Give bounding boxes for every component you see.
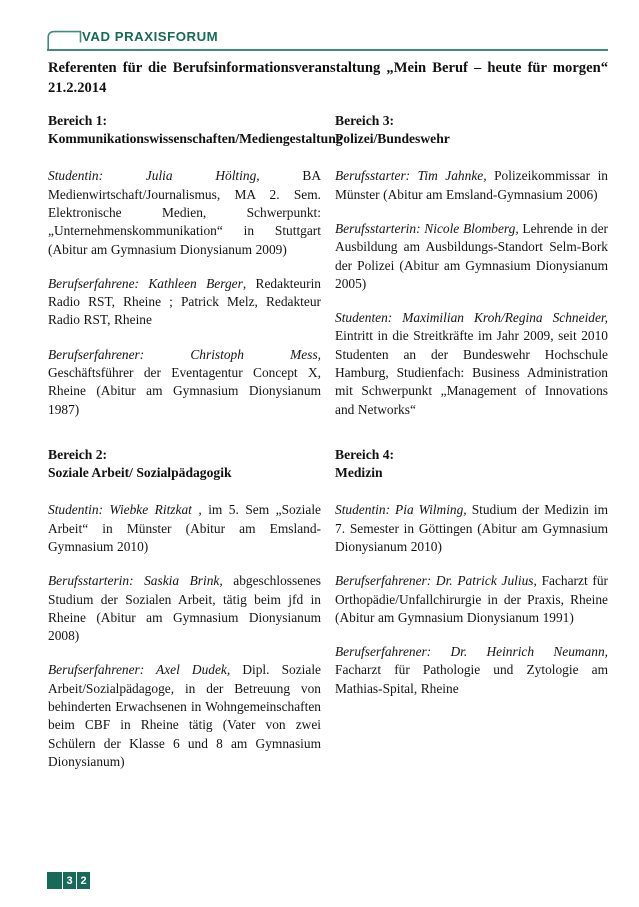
entry-role: Studentin: Wiebke Ritzkat , xyxy=(48,502,202,518)
entry-paragraph xyxy=(335,167,608,204)
page-number-block xyxy=(47,872,90,889)
section-heading-line-1: Bereich 3: xyxy=(335,113,395,128)
entry-role: Studentin: Pia Wilming, xyxy=(335,502,467,518)
section-heading-bereich-1 xyxy=(48,112,343,148)
entry-paragraph xyxy=(335,309,608,419)
entry-paragraph xyxy=(335,501,608,556)
entry-role: Berufserfahrener: Christoph Mess, xyxy=(48,346,321,362)
entry-role: Studentin: Julia Hölting, xyxy=(48,168,260,184)
entry-detail: Facharzt für Pathologie und Zytologie am Mathias-Spital, Rheine xyxy=(335,662,608,696)
entry-paragraph xyxy=(48,275,321,330)
entry-detail: Polizeikommissar in Münster (Abitur am Emsland-Gymnasium 2006) xyxy=(335,168,608,202)
entry-detail: BA Medienwirtschaft/Journalismus, MA 2. Sem. Elektronische Medien, Schwerpunkt: „Unternehmenskommunikation“ in Stuttgart (Abitur am Gymnasium Dionysianum 2009) xyxy=(48,168,321,257)
entry-paragraph xyxy=(48,167,321,258)
entry-role: Berufserfahrener: Axel Dudek, xyxy=(48,662,231,678)
entry-detail: Geschäftsführer der Eventagentur Concept X, Rheine (Abitur am Gymnasium Dionysianum 1987) xyxy=(48,365,321,417)
page-number-digit-1: 3 xyxy=(62,872,76,889)
section-heading-line-2: Polizei/Bundeswehr xyxy=(335,131,450,147)
entry-detail: Studium der Medizin im 7. Semester in Göttingen (Abitur am Gymnasium Dionysianum 2010) xyxy=(335,502,608,554)
section-heading-bereich-2 xyxy=(48,446,321,482)
entry-paragraph xyxy=(335,220,608,293)
entry-detail: Lehrende in der Ausbildung am Ausbildungs-Standort Selm-Bork der Polizei (Abitur am Gymnasium Dionysianum 2005) xyxy=(335,221,608,291)
column-right xyxy=(335,112,608,698)
entry-role: Berufserfahrener: Dr. Patrick Julius xyxy=(335,573,534,589)
section-heading-line-1: Bereich 2: xyxy=(48,446,108,462)
entry-detail: Eintritt in die Streitkräfte im Jahr 2009, seit 2010 Studenten an der Bundeswehr Hochschule Hamburg, Studienfach: Business Administration mit Schwerpunkt „Management of Innovations and Networks“ xyxy=(335,328,608,417)
entry-detail: abgeschlossenes Studium der Sozialen Arbeit, tätig beim jfd in Rheine (Abitur am Gymnasium Dionysianum 2008) xyxy=(48,573,322,644)
entry-detail: Dipl. Soziale Arbeit/Sozialpädagoge, in der Betreuung von behinderten Erwachsenen in Wohngemeinschaften beim CBF in Rheine tätig (Vater von zwei Schülern der Klasse 6 und 8 am Gymnasium Dionysianum) xyxy=(48,662,321,769)
header-label: VAD PRAXISFORUM xyxy=(82,29,219,44)
section-heading-line-2: Soziale Arbeit/ Sozialpädagogik xyxy=(48,465,232,481)
section-heading-line-2: Medizin xyxy=(335,465,383,481)
entry-paragraph xyxy=(48,661,321,771)
section-heading-bereich-3 xyxy=(335,112,608,148)
section-heading-bereich-4 xyxy=(335,446,608,482)
entry-role: Berufserfahrener: Dr. Heinrich Neumann, xyxy=(335,644,608,660)
entry-paragraph xyxy=(48,346,321,419)
entry-role: Berufsstarterin: Saskia Brink, xyxy=(48,573,223,589)
entry-paragraph xyxy=(48,572,321,645)
entry-role: Berufserfahrene: Kathleen Berger xyxy=(48,275,243,291)
header-rule xyxy=(47,49,608,51)
page-number-digit-2: 2 xyxy=(76,872,90,889)
entry-paragraph xyxy=(335,643,608,698)
entry-role: Berufsstarter: Tim Jahnke, xyxy=(335,168,487,184)
entry-paragraph xyxy=(335,572,608,627)
entry-detail: , Redakteurin Radio RST, Rheine ; Patrick Melz, Redakteur Radio RST, Rheine xyxy=(48,275,321,328)
section-heading-line-1: Bereich 4: xyxy=(335,446,395,462)
entry-role: Berufsstarterin: Nicole Blomberg, xyxy=(335,221,519,236)
entry-detail: , Facharzt für Orthopädie/Unfallchirurgie in der Praxis, Rheine (Abitur am Gymnasium Dionysianum 1991) xyxy=(335,573,608,625)
page-header xyxy=(47,28,608,52)
page-title: Referenten für die Berufsinformationsveranstaltung „Mein Beruf – heute für morgen“ 21.2.2014 xyxy=(48,60,608,96)
section-heading-line-2: Kommunikationswissenschaften/Mediengestaltung xyxy=(48,131,343,147)
column-left xyxy=(48,112,343,771)
entry-paragraph xyxy=(48,501,321,556)
section-heading-line-1: Bereich 1: xyxy=(48,113,108,128)
entry-detail: im 5. Sem „Soziale Arbeit“ in Münster (Abitur am Emsland-Gymnasium 2010) xyxy=(48,502,321,554)
page-number-spacer xyxy=(47,872,62,889)
entry-role: Studenten: Maximilian Kroh/Regina Schneider, xyxy=(335,310,608,326)
